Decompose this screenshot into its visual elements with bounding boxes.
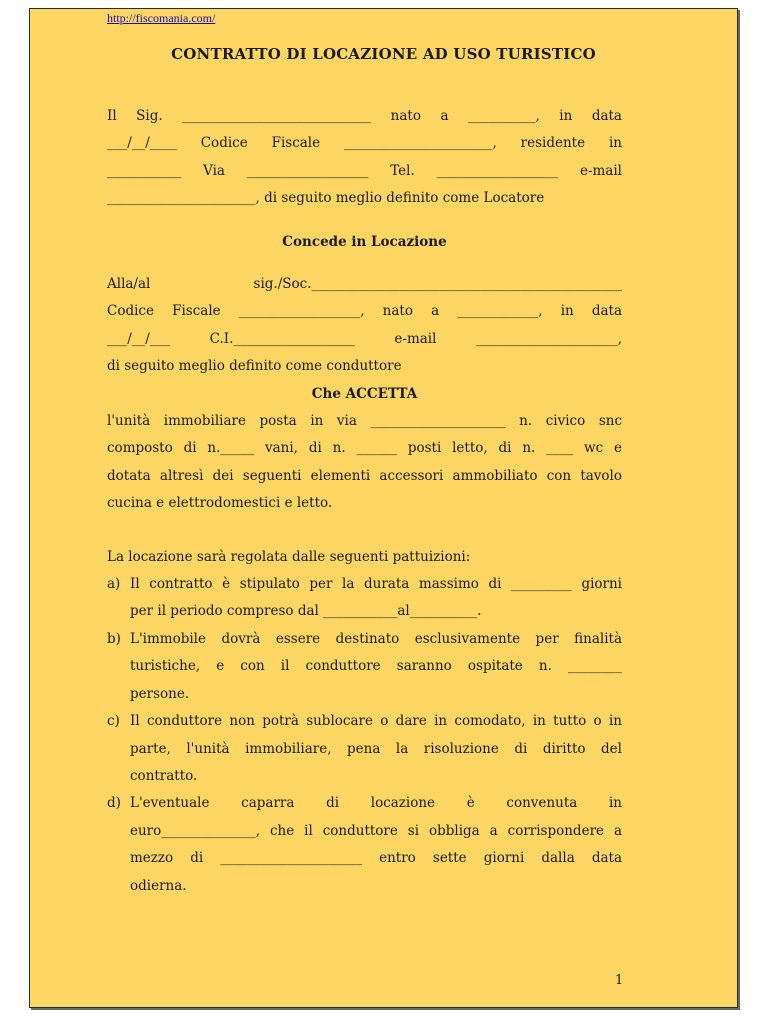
clause-line: L'immobile dovrà essere destinato esclusivamente per finalità bbox=[130, 631, 622, 647]
conduttore-line: ___/__/___ C.I.__________________ e-mail _____________________, bbox=[107, 331, 622, 347]
clause-letter: b) bbox=[107, 631, 121, 647]
clause-line: Il conduttore non potrà sublocare o dare in comodato, in tutto o in bbox=[130, 713, 622, 729]
document-title: CONTRATTO DI LOCAZIONE AD USO TURISTICO bbox=[171, 45, 596, 63]
locatore-line: ______________________, di seguito meglio definito come Locatore bbox=[107, 190, 545, 206]
page-number: 1 bbox=[615, 973, 624, 988]
conduttore-line: Codice Fiscale __________________, nato a ____________, in data bbox=[107, 303, 622, 319]
clause-line: odierna. bbox=[130, 878, 187, 894]
clause-line: persone. bbox=[130, 686, 190, 702]
immobile-line: composto di n._____ vani, di n. ______ posti letto, di n. ____ wc e bbox=[107, 440, 622, 456]
clause-line: parte, l'unità immobiliare, pena la risoluzione di diritto del bbox=[130, 741, 622, 757]
concede-heading: Concede in Locazione bbox=[282, 234, 447, 250]
clause-letter: a) bbox=[107, 576, 121, 592]
clause-letter: c) bbox=[107, 713, 120, 729]
locatore-line: ___/__/____ Codice Fiscale ______________________, residente in bbox=[107, 135, 622, 151]
clause-line: per il periodo compreso dal ___________al__________. bbox=[130, 603, 482, 619]
clause-line: L'eventuale caparra di locazione è convenuta in bbox=[130, 795, 622, 811]
immobile-line: l'unità immobiliare posta in via ____________________ n. civico snc bbox=[107, 413, 622, 429]
clause-letter: d) bbox=[107, 795, 121, 811]
clause-line: contratto. bbox=[130, 768, 198, 784]
locatore-line: ___________ Via __________________ Tel. __________________ e-mail bbox=[107, 163, 622, 179]
conduttore-line: Alla/al sig./Soc.______________________________________________ bbox=[107, 276, 622, 292]
locatore-line: Il Sig. ____________________________ nato a __________, in data bbox=[107, 108, 622, 124]
accetta-heading: Che ACCETTA bbox=[311, 386, 418, 402]
conduttore-line: di seguito meglio definito come conduttore bbox=[107, 358, 402, 374]
document-page bbox=[29, 8, 738, 1008]
clause-line: Il contratto è stipulato per la durata massimo di _________ giorni bbox=[130, 576, 622, 592]
clause-line: euro______________, che il conduttore si obbliga a corrispondere a bbox=[130, 823, 622, 839]
immobile-line: cucina e elettrodomestici e letto. bbox=[107, 495, 333, 511]
clause-line: turistiche, e con il conduttore saranno ospitate n. ________ bbox=[130, 658, 622, 674]
pattuizioni-intro: La locazione sarà regolata dalle seguenti pattuizioni: bbox=[107, 549, 471, 565]
source-link[interactable]: http://fiscomania.com/ bbox=[107, 11, 216, 25]
immobile-line: dotata altresì dei seguenti elementi accessori ammobiliato con tavolo bbox=[107, 468, 622, 484]
clause-line: mezzo di _____________________ entro sette giorni dalla data bbox=[130, 850, 622, 866]
